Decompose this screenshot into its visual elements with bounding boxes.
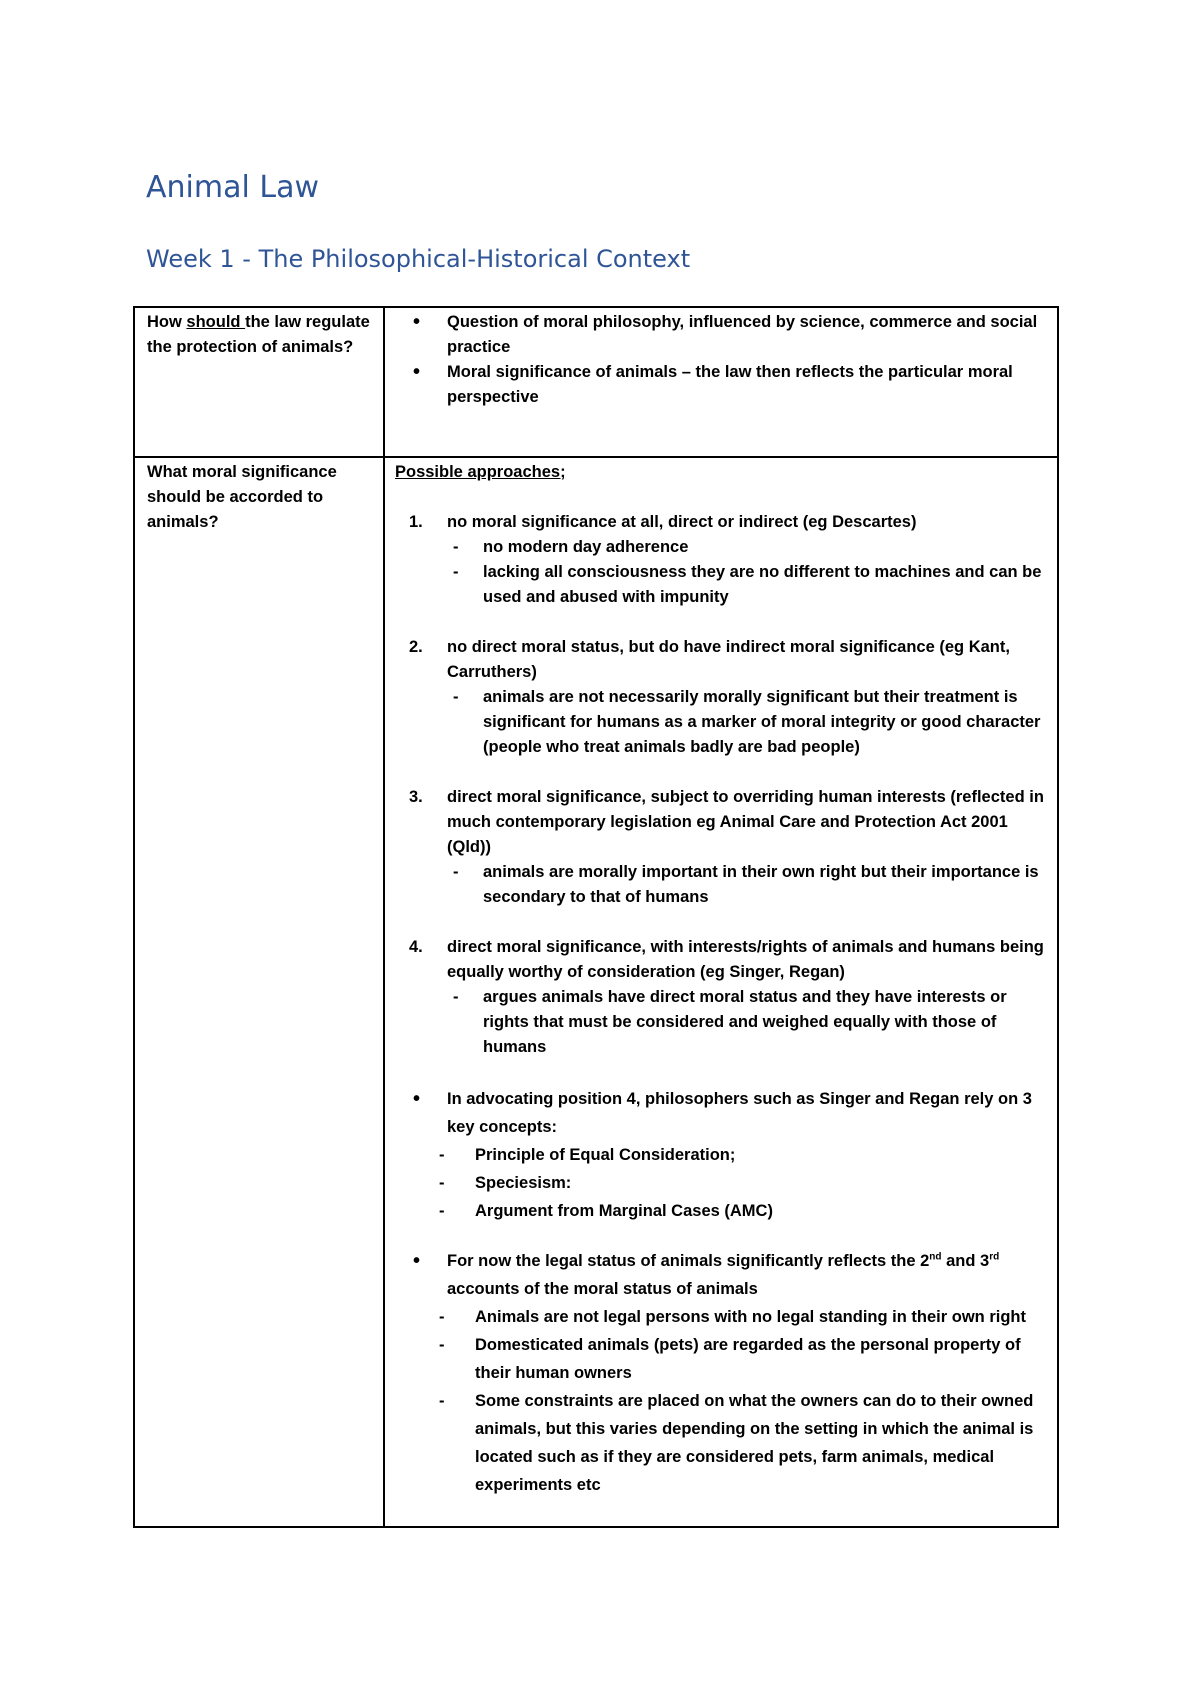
list-item: - lacking all consciousness they are no different to machines and can be used and abused with impunity xyxy=(395,560,1047,610)
question-text: the law regulate the protection of animals? xyxy=(147,313,370,356)
approach-item: 3. direct moral significance, subject to overriding human interests (reflected in much contemporary legislation eg Animal Care and Protection Act 2001 (Qld)) xyxy=(409,788,1044,856)
list-item: - animals are morally important in their own right but their importance is secondary to that of humans xyxy=(395,860,1047,910)
notes-table xyxy=(133,306,1059,1528)
approach-item: 1. no moral significance at all, direct or indirect (eg Descartes) xyxy=(409,513,917,531)
table-row xyxy=(134,307,1058,457)
question-cell xyxy=(134,307,384,457)
approach-item: 4. direct moral significance, with interests/rights of animals and humans being equally worthy of consideration (eg Singer, Regan) xyxy=(409,938,1044,981)
list-item: - Animals are not legal persons with no legal standing in their own right xyxy=(395,1303,1047,1331)
list-item: - argues animals have direct moral status and they have interests or rights that must be considered and weighed equally with those of humans xyxy=(395,985,1047,1060)
list-item: - Principle of Equal Consideration; xyxy=(395,1141,1047,1169)
question-text: How xyxy=(147,313,187,331)
answer-cell xyxy=(384,457,1058,1527)
list-item: - Some constraints are placed on what the owners can do to their owned animals, but this varies depending on the setting in which the animal is located such as if they are considered pets, farm animals, medical experiments etc xyxy=(395,1387,1047,1499)
list-item: - Domesticated animals (pets) are regarded as the personal property of their human owners xyxy=(395,1331,1047,1387)
key-point: • In advocating position 4, philosophers such as Singer and Regan rely on 3 key concepts: xyxy=(395,1085,1047,1141)
question-cell xyxy=(134,457,384,1527)
approaches-heading: Possible approaches; xyxy=(395,463,566,481)
list-item: • Moral significance of animals – the law then reflects the particular moral perspective xyxy=(395,360,1047,410)
list-item: - no modern day adherence xyxy=(395,535,1047,560)
list-item: - Argument from Marginal Cases (AMC) xyxy=(395,1197,1047,1225)
list-item: • Question of moral philosophy, influenced by science, commerce and social practice xyxy=(395,310,1047,360)
document-subtitle: Week 1 - The Philosophical-Historical Context xyxy=(146,245,691,273)
document-title: Animal Law xyxy=(146,170,319,205)
answer-cell xyxy=(384,307,1058,457)
list-item: - Speciesism: xyxy=(395,1169,1047,1197)
list-item: - animals are not necessarily morally significant but their treatment is significant for humans as a marker of moral integrity or good character (people who treat animals badly are bad people) xyxy=(395,685,1047,760)
bullet-list xyxy=(395,310,1047,410)
table-row xyxy=(134,457,1058,1527)
question-text: What moral significance should be accorded to animals? xyxy=(147,463,337,531)
approach-item: 2. no direct moral status, but do have indirect moral significance (eg Kant, Carruthers) xyxy=(409,638,1010,681)
question-emphasis: should xyxy=(186,313,246,331)
key-point: • For now the legal status of animals significantly reflects the 2nd and 3rd accounts of the moral status of animals xyxy=(395,1247,1047,1303)
